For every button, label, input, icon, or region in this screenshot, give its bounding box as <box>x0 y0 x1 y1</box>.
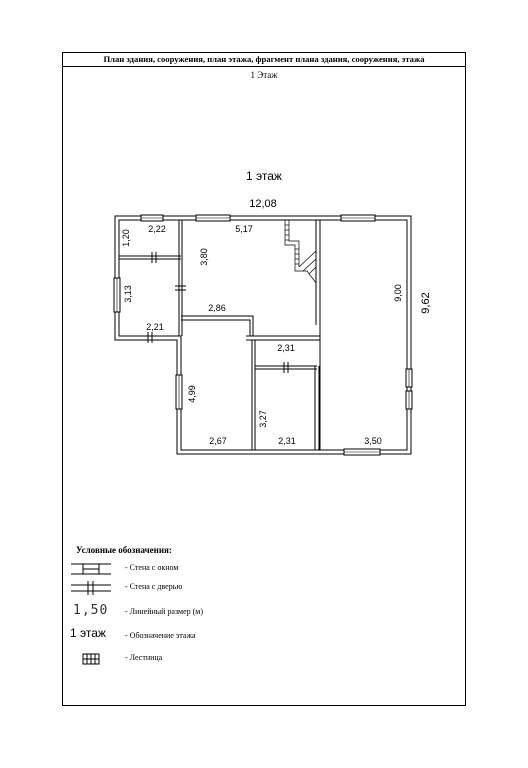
wall-lower-mid <box>252 340 255 450</box>
dim-3-50: 3,50 <box>364 436 382 446</box>
dim-5-17: 5,17 <box>235 224 253 234</box>
dim-2-86: 2,86 <box>208 303 226 313</box>
dim-2-31-top: 2,31 <box>277 343 295 353</box>
wall-small-room <box>119 256 181 259</box>
wall-corridor <box>181 316 253 336</box>
wall-vertical-left <box>179 220 182 336</box>
sheet-subtitle: 1 Этаж <box>250 70 278 80</box>
wall-partition-right <box>316 220 320 325</box>
legend-stairs-row <box>63 651 465 667</box>
legend-stairs-text: - Лестница <box>125 653 163 662</box>
legend-door-text: - Стена с дверью <box>125 582 183 591</box>
legend-floor-text: - Обозначение этажа <box>125 631 196 640</box>
plan-sheet <box>62 52 466 706</box>
legend-window-text: - Стена с окном <box>125 563 179 572</box>
dim-3-80: 3,80 <box>199 248 209 266</box>
dim-total-width: 12,08 <box>249 198 277 210</box>
legend-dimension-row <box>63 605 465 621</box>
dim-3-27: 3,27 <box>258 410 268 428</box>
legend-dimension-sample: 1,50 <box>73 603 109 618</box>
dim-2-21: 2,21 <box>146 322 164 332</box>
dim-3-13: 3,13 <box>123 285 133 303</box>
wall-lower-right <box>255 366 317 369</box>
stairs-icon <box>285 220 316 283</box>
dim-4-99: 4,99 <box>187 385 197 403</box>
legend-window-row <box>63 561 465 577</box>
legend-floor-sample: 1 этаж <box>70 626 106 640</box>
legend-dimension-text: - Линейный размер (м) <box>125 607 204 616</box>
dim-2-31-bottom: 2,31 <box>278 436 296 446</box>
dim-2-67: 2,67 <box>209 436 227 446</box>
floor-title: 1 этаж <box>246 169 282 183</box>
stairs-legend-icon <box>71 651 111 667</box>
door-wall-icon <box>71 580 111 596</box>
legend-floor-row <box>63 626 465 645</box>
dim-9-00: 9,00 <box>393 284 403 302</box>
dim-1-20: 1,20 <box>121 229 131 247</box>
dim-total-height: 9,62 <box>420 292 432 314</box>
legend-title: Условные обозначения: <box>76 545 172 555</box>
wall-lower-right-v <box>315 366 319 450</box>
wall-corridor-h <box>253 336 320 340</box>
legend-door-row <box>63 580 465 596</box>
sheet-header: План здания, сооружения, план этажа, фрагмент плана здания, сооружения, этажа <box>63 53 465 67</box>
window-wall-icon <box>71 561 111 577</box>
dim-2-22: 2,22 <box>148 224 166 234</box>
